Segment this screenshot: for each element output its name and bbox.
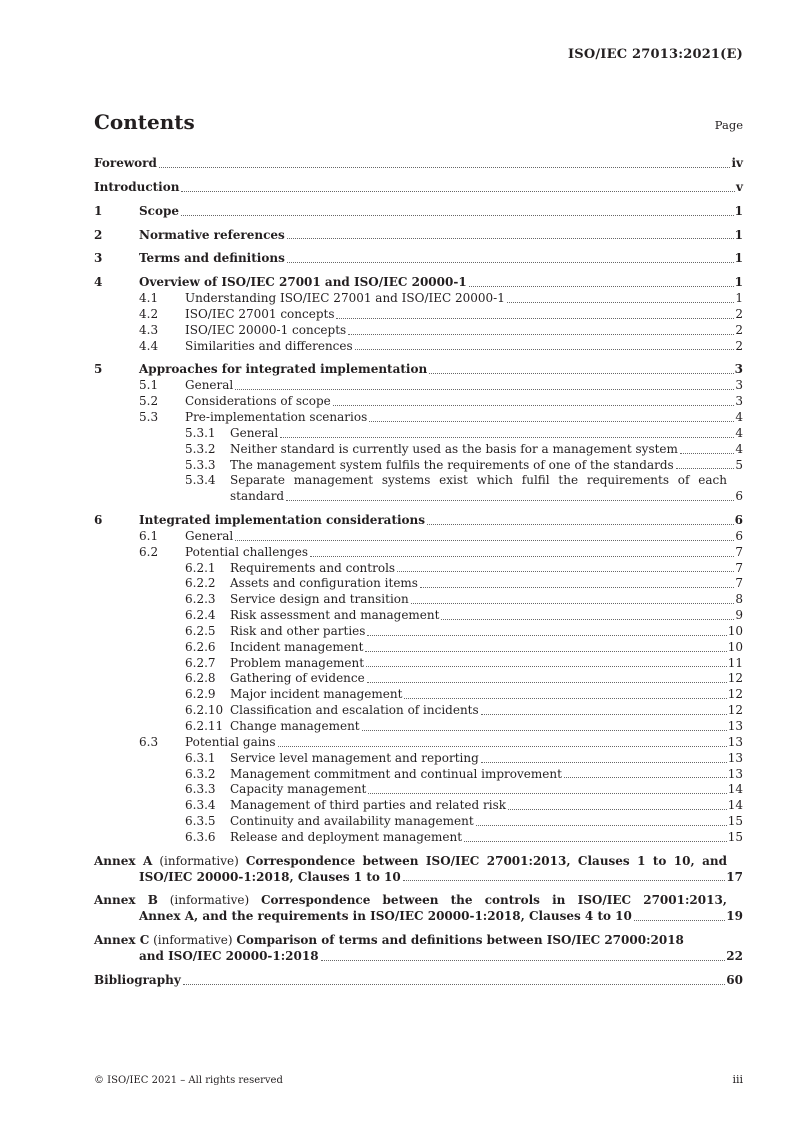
toc-entry-6-2-4[interactable]: 6.2.4 Risk assessment and management 9: [185, 608, 743, 623]
toc-entry-introduction[interactable]: Introduction v: [94, 179, 743, 194]
toc-entry-6-1[interactable]: 6.1 General 6: [139, 528, 743, 543]
toc-entry-6-2-5[interactable]: 6.2.5 Risk and other parties 10: [185, 623, 743, 638]
toc-entry-6-2-3[interactable]: 6.2.3 Service design and transition 8: [185, 592, 743, 607]
toc-entry-foreword[interactable]: Foreword iv: [94, 156, 743, 170]
page-column-label: Page: [714, 118, 743, 132]
toc-entry-annex-c[interactable]: Annex C (informative) Comparison of terms and definitions between ISO/IEC 27000:2018 and ISO/IEC 20000-1:2018 22: [94, 933, 743, 963]
toc-entry-4-4[interactable]: 4.4 Similarities and differences 2: [139, 338, 743, 353]
copyright-notice: © ISO/IEC 2021 – All rights reserved: [94, 1075, 283, 1086]
toc-entry-6-3-1[interactable]: 6.3.1 Service level management and reporting 13: [185, 750, 743, 765]
toc-entry-5-3-4[interactable]: 5.3.4 Separate management systems exist which fulfil the requirements of each standard 6: [185, 473, 743, 504]
toc-entry-5-2[interactable]: 5.2 Considerations of scope 3: [139, 394, 743, 409]
toc-entry-5-3[interactable]: 5.3 Pre-implementation scenarios 4: [139, 409, 743, 424]
toc-entry-4-1[interactable]: 4.1 Understanding ISO/IEC 27001 and ISO/IEC 20000-1 1: [139, 291, 743, 306]
toc-entry-6-3-2[interactable]: 6.3.2 Management commitment and continual improvement 13: [185, 766, 743, 781]
toc-entry-6-3-6[interactable]: 6.3.6 Release and deployment management 15: [185, 829, 743, 844]
toc-entry-6-2-8[interactable]: 6.2.8 Gathering of evidence 12: [185, 671, 743, 686]
toc-entry-annex-b[interactable]: Annex B (informative) Correspondence between the controls in ISO/IEC 27001:2013, Annex A, and the requirements in ISO/IEC 20000-1:2018, Clauses 4 to 10 19: [94, 893, 743, 924]
toc-entry-4-3[interactable]: 4.3 ISO/IEC 20000-1 concepts 2: [139, 322, 743, 337]
toc-entry-6-2-7[interactable]: 6.2.7 Problem management 11: [185, 655, 743, 670]
toc-entry-5-3-3[interactable]: 5.3.3 The management system fulfils the requirements of one of the standards 5: [185, 457, 743, 472]
page-number: iii: [732, 1073, 743, 1086]
toc-entry-6-2-1[interactable]: 6.2.1 Requirements and controls 7: [185, 560, 743, 575]
table-of-contents: [94, 156, 743, 989]
toc-entry-6-2-10[interactable]: 6.2.10 Classification and escalation of incidents 12: [185, 703, 743, 718]
toc-entry-4-2[interactable]: 4.2 ISO/IEC 27001 concepts 2: [139, 306, 743, 321]
toc-entry-6-2-9[interactable]: 6.2.9 Major incident management 12: [185, 687, 743, 702]
toc-entry-5-3-1[interactable]: 5.3.1 General 4: [185, 425, 743, 440]
toc-entry-bibliography[interactable]: Bibliography 60: [94, 972, 743, 987]
toc-entry-annex-a[interactable]: Annex A (informative) Correspondence between ISO/IEC 27001:2013, Clauses 1 to 10, and ISO/IEC 20000-1:2018, Clauses 1 to 10 17: [94, 853, 743, 884]
toc-entry-6-2-2[interactable]: 6.2.2 Assets and configuration items 7: [185, 576, 743, 591]
toc-entry-5[interactable]: 5 Approaches for integrated implementation 3: [94, 362, 743, 377]
page-title: Contents: [94, 110, 195, 134]
toc-entry-5-3-2[interactable]: 5.3.2 Neither standard is currently used as the basis for a management system 4: [185, 441, 743, 456]
toc-entry-6-3-5[interactable]: 6.3.5 Continuity and availability management 15: [185, 814, 743, 829]
document-id: ISO/IEC 27013:2021(E): [567, 47, 743, 62]
toc-entry-2[interactable]: 2 Normative references 1: [94, 227, 743, 242]
toc-entry-6-2-11[interactable]: 6.2.11 Change management 13: [185, 719, 743, 733]
toc-entry-3[interactable]: 3 Terms and definitions 1: [94, 251, 743, 266]
toc-entry-6[interactable]: 6 Integrated implementation considerations 6: [94, 513, 743, 528]
toc-entry-6-2[interactable]: 6.2 Potential challenges 7: [139, 544, 743, 559]
toc-entry-5-1[interactable]: 5.1 General 3: [139, 378, 743, 393]
toc-entry-6-3-3[interactable]: 6.3.3 Capacity management 14: [185, 782, 743, 797]
toc-entry-6-3-4[interactable]: 6.3.4 Management of third parties and related risk 14: [185, 798, 743, 813]
toc-entry-1[interactable]: 1 Scope 1: [94, 203, 743, 218]
toc-entry-6-2-6[interactable]: 6.2.6 Incident management 10: [185, 639, 743, 654]
toc-entry-4[interactable]: 4 Overview of ISO/IEC 27001 and ISO/IEC 20000-1 1: [94, 275, 743, 290]
toc-entry-6-3[interactable]: 6.3 Potential gains 13: [139, 734, 743, 749]
